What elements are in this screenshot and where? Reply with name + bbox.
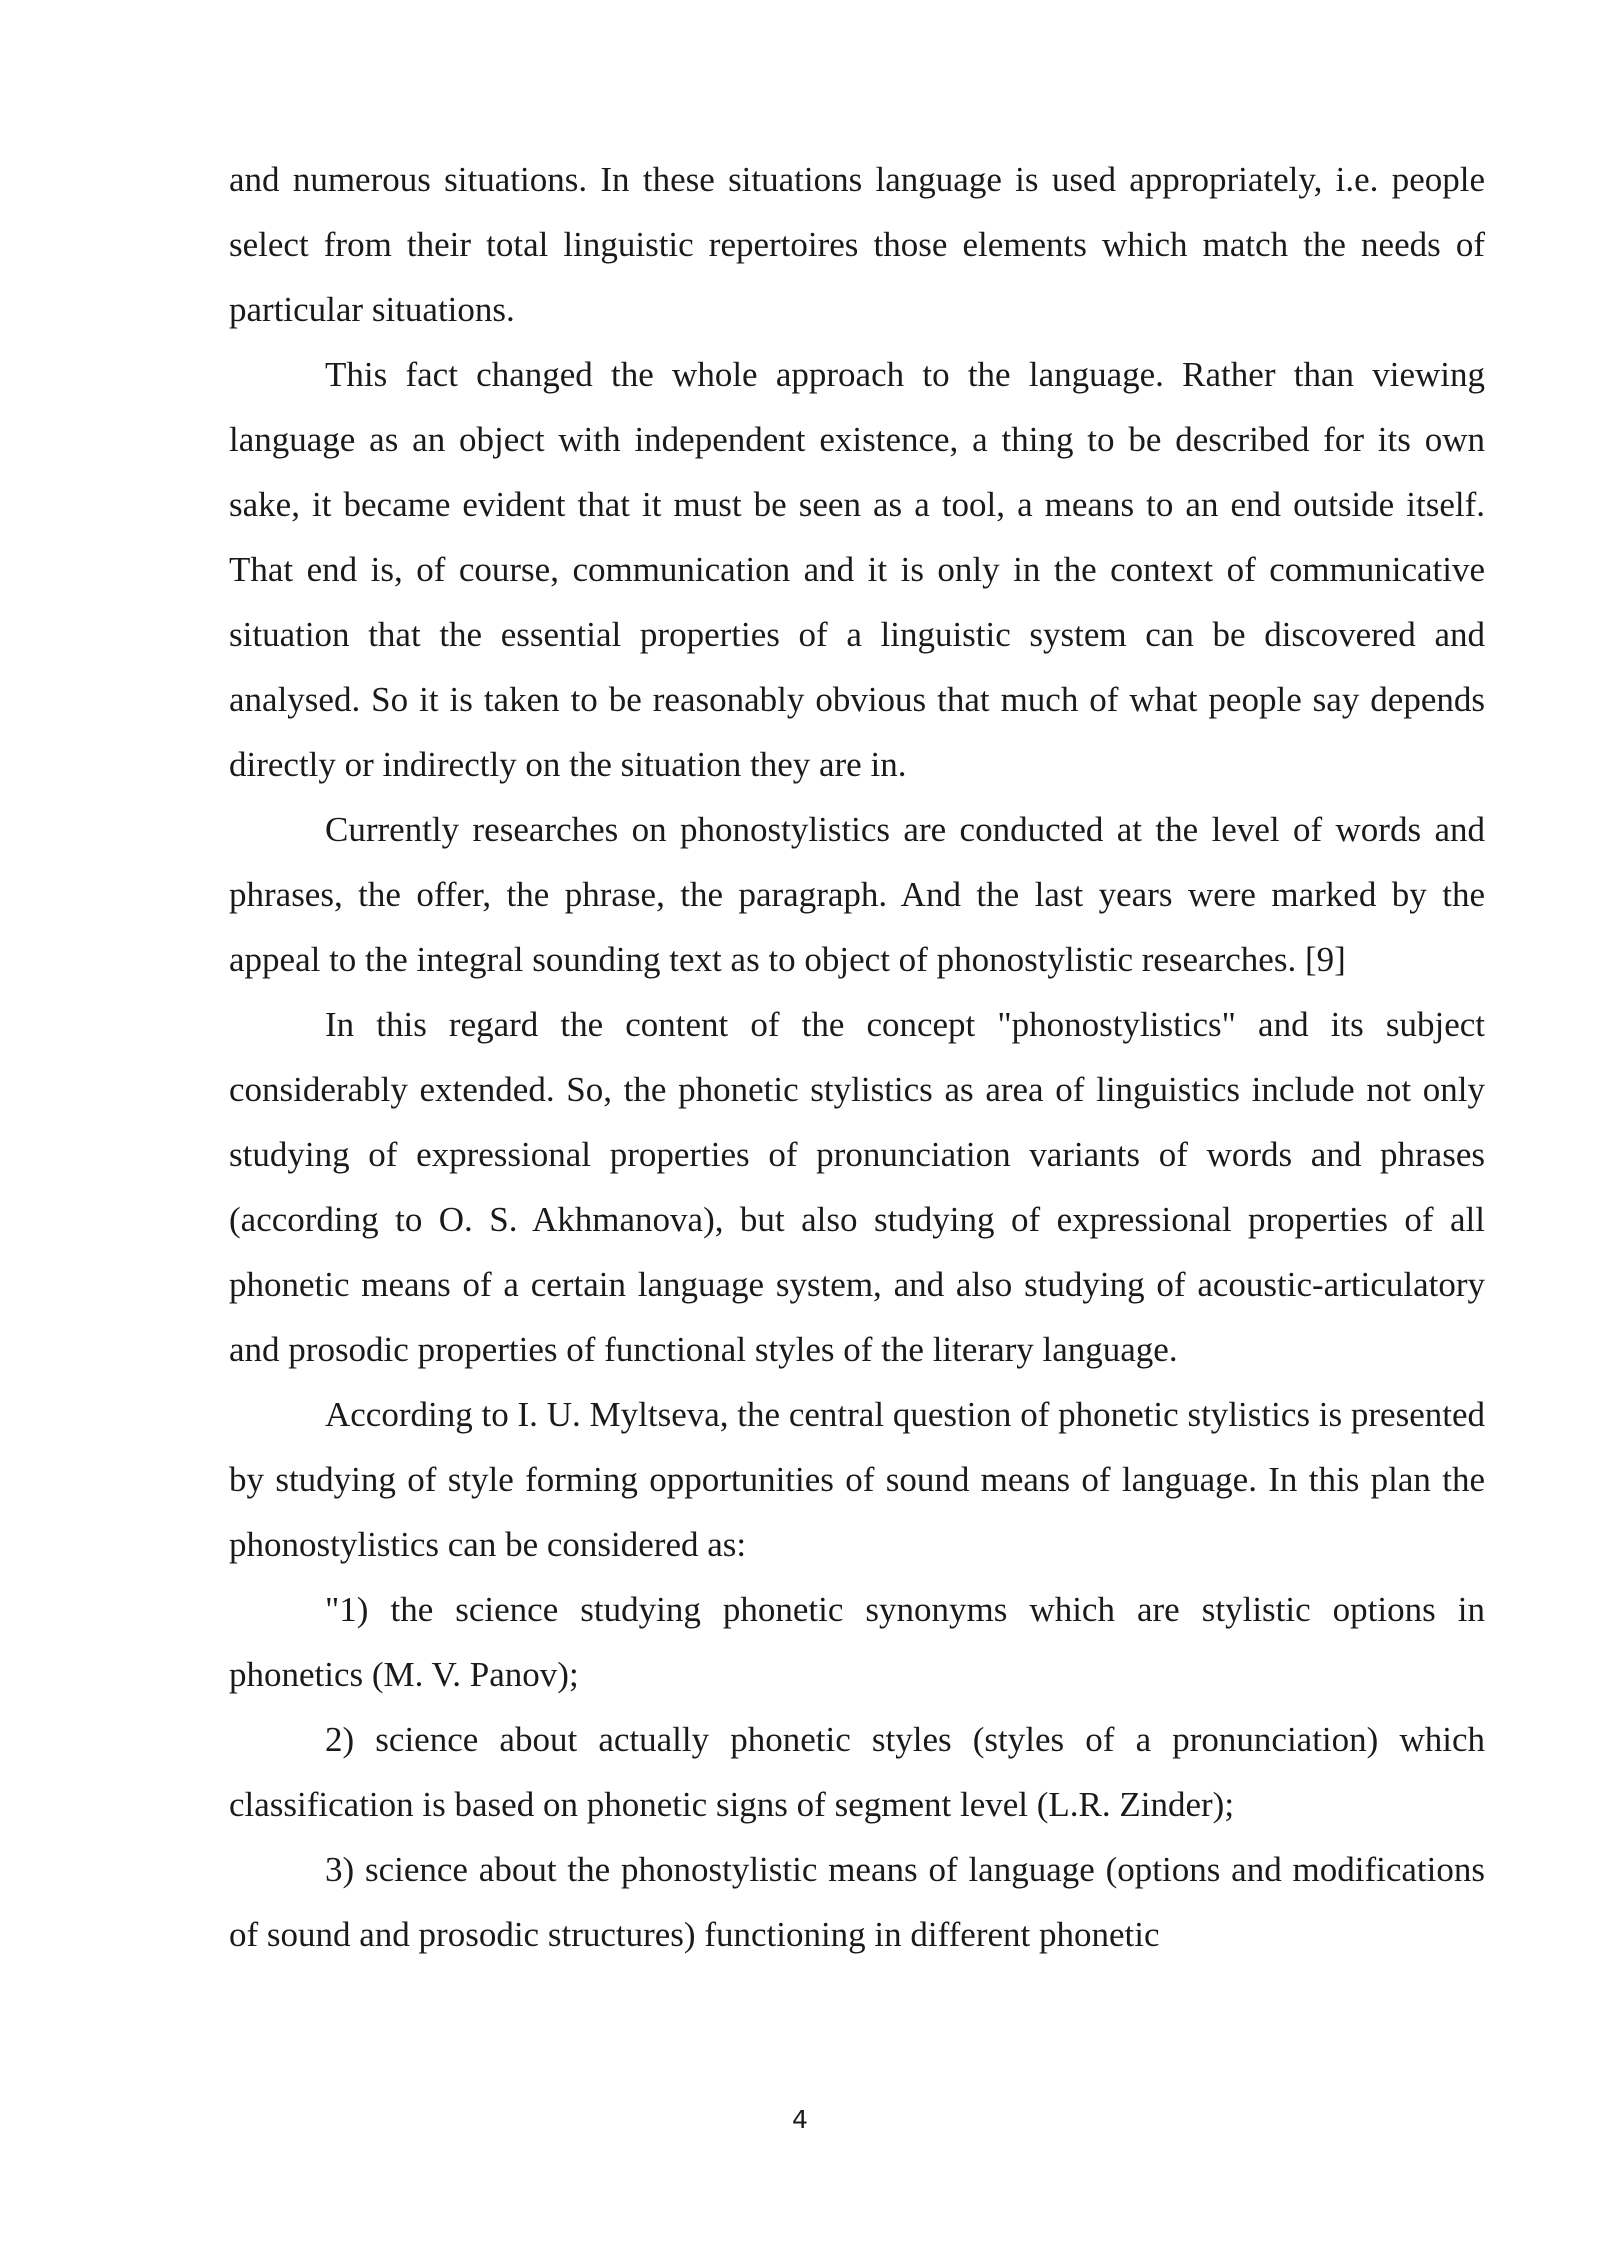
- body-text: [229, 147, 1485, 1967]
- paragraph-7: 2) science about actually phonetic styles (styles of a pronunciation) which classification is based on phonetic signs of segment level (L.R. Zinder);: [229, 1720, 1485, 1824]
- paragraph-6: "1) the science studying phonetic synonyms which are stylistic options in phonetics (M. V. Panov);: [229, 1590, 1485, 1694]
- paragraph-5: According to I. U. Myltseva, the central question of phonetic stylistics is presented by studying of style forming opportunities of sound means of language. In this plan the phonostylistics can be considered as:: [229, 1395, 1485, 1564]
- paragraph-8: 3) science about the phonostylistic means of language (options and modifications of sound and prosodic structures) functioning in different phonetic: [229, 1850, 1485, 1954]
- page-number: 4: [792, 2105, 808, 2134]
- paragraph-3: Currently researches on phonostylistics are conducted at the level of words and phrases, the offer, the phrase, the paragraph. And the last years were marked by the appeal to the integral sounding text as to object of phonostylistic researches. [9]: [229, 810, 1485, 979]
- paragraph-2: This fact changed the whole approach to the language. Rather than viewing language as an object with independent existence, a thing to be described for its own sake, it became evident that it must be seen as a tool, a means to an end outside itself. That end is, of course, communication and it is only in the context of communicative situation that the essential properties of a linguistic system can be discovered and analysed. So it is taken to be reasonably obvious that much of what people say depends directly or indirectly on the situation they are in.: [229, 355, 1485, 784]
- paragraph-1: and numerous situations. In these situations language is used appropriately, i.e. people select from their total linguistic repertoires those elements which match the needs of particular situations.: [229, 160, 1485, 329]
- paragraph-4: In this regard the content of the concept "phonostylistics" and its subject considerably extended. So, the phonetic stylistics as area of linguistics include not only studying of expressional properties of pronunciation variants of words and phrases (according to O. S. Akhmanova), but also studying of expressional properties of all phonetic means of a certain language system, and also studying of acoustic-articulatory and prosodic properties of functional styles of the literary language.: [229, 1005, 1485, 1369]
